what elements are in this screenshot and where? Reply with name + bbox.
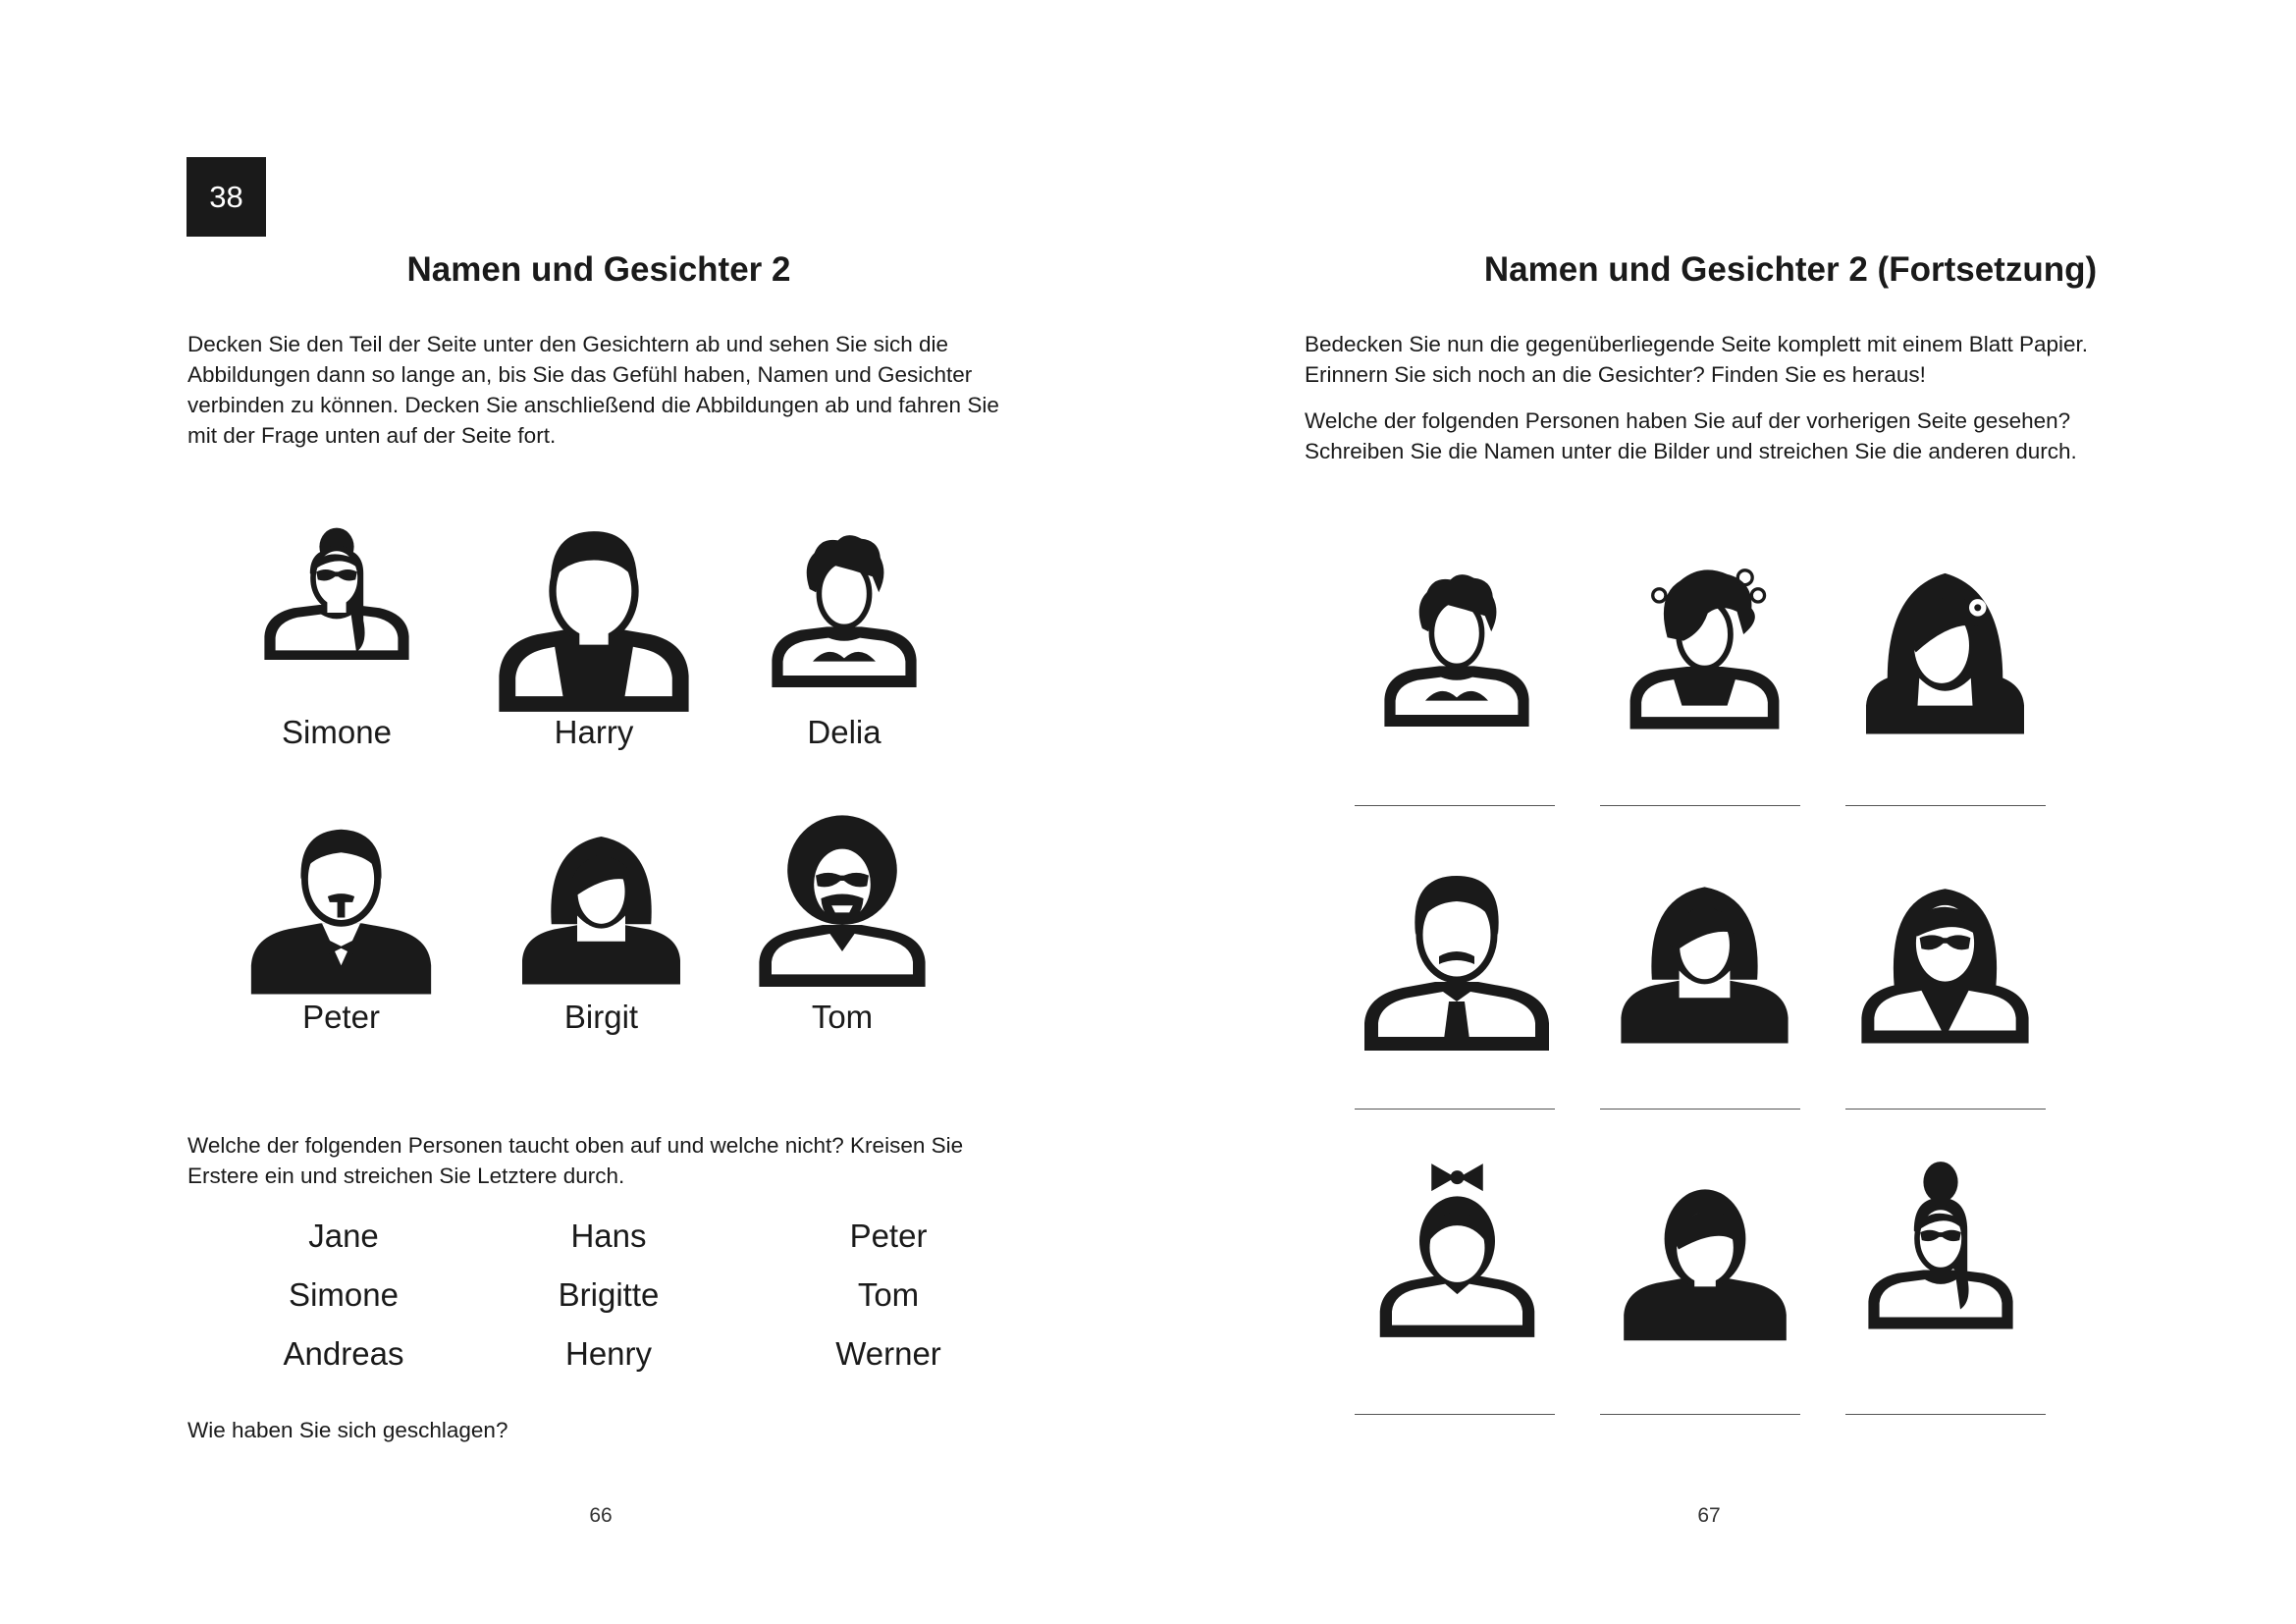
name-option[interactable]: Tom [857,1276,920,1313]
face-simone [258,506,415,751]
man-afro-glasses-icon [754,800,931,997]
face-name: Simone [282,714,392,750]
intro-paragraph: Bedecken Sie nun die gegenüberliegende Seite komplett mit einem Blatt Papier. Erinnern Sie sich noch an die Gesichter? Finden Sie es heraus! [1305,332,2089,387]
name-option[interactable]: Brigitte [558,1276,660,1313]
face-slot-1 [1378,545,1535,751]
answer-line[interactable] [1355,1109,1555,1110]
name-option[interactable]: Henry [564,1335,653,1372]
face-slot-5 [1614,854,1795,1051]
face-slot-2 [1624,545,1786,751]
name-option[interactable]: Werner [835,1335,941,1372]
face-peter [245,800,437,1036]
woman-long-hair-flower-icon [1859,545,2031,751]
woman-ponytail-glasses-icon [1862,1139,2019,1350]
name-option[interactable]: Jane [308,1218,379,1254]
face-delia [766,506,923,751]
page-title: Namen und Gesichter 2 (Fortsetzung) [1483,250,2098,289]
face-name: Tom [811,999,874,1035]
girl-bow-icon [1371,1144,1543,1350]
answer-line[interactable] [1845,1414,2046,1415]
page-title: Namen und Gesichter 2 [406,250,791,289]
face-name: Peter [302,999,380,1035]
exercise-number-badge: 38 [187,157,266,237]
woman-bob-hair-icon [1614,854,1795,1051]
question-paragraph: Welche der folgenden Personen taucht oben auf und welche nicht? Kreisen Sie Erstere ein und streichen Sie Letztere durch. [187,1133,964,1188]
man-goatee-bowtie-icon [245,800,437,997]
page-number: 66 [589,1504,613,1527]
name-option[interactable]: Hans [570,1218,647,1254]
face-slot-3 [1859,545,2031,751]
woman-short-hair-icon [1617,1159,1793,1350]
page-number: 67 [1697,1504,1721,1527]
face-name: Harry [554,714,634,750]
answer-line[interactable] [1845,1109,2046,1110]
answer-line[interactable] [1600,1414,1800,1415]
man-bald-tanktop-icon [491,511,697,712]
answer-line[interactable] [1600,805,1800,806]
instruction-paragraph: Welche der folgenden Personen haben Sie auf der vorherigen Seite gesehen? Schreiben Sie die Namen unter die Bilder und streichen Sie die anderen durch. [1305,408,2077,463]
name-option[interactable]: Andreas [283,1335,404,1372]
answer-line[interactable] [1355,1414,1555,1415]
answer-line[interactable] [1355,805,1555,806]
right-page [1148,0,2296,1624]
answer-line[interactable] [1845,805,2046,806]
closing-question: Wie haben Sie sich geschlagen? [187,1418,508,1442]
face-harry [491,511,697,751]
woman-curly-short-icon [766,506,923,712]
face-slot-6 [1854,854,2036,1051]
face-slot-4 [1359,854,1555,1051]
face-birgit [515,800,687,1036]
face-name: Delia [807,714,881,750]
name-option[interactable]: Peter [849,1218,928,1254]
woman-curly-short-icon [1378,545,1535,751]
face-slot-7 [1371,1144,1543,1350]
woman-curly-updo-icon [1624,545,1786,751]
face-slot-9 [1862,1139,2019,1350]
woman-bob-hair-icon [515,800,687,997]
woman-glasses-blazer-icon [1854,854,2036,1051]
answer-line[interactable] [1600,1109,1800,1110]
intro-paragraph: Decken Sie den Teil der Seite unter den Gesichtern ab und sehen Sie sich die Abbildungen dann so lange an, bis Sie das Gefühl haben, Namen und Gesichter verbinden zu können. Decken Sie anschließend die Abbildungen ab und fahren Sie mit der Frage unten auf der Seite fort. [187,332,999,448]
face-name: Birgit [563,999,639,1035]
face-tom [754,800,931,1036]
name-option[interactable]: Simone [289,1276,399,1313]
woman-ponytail-glasses-icon [258,506,415,712]
man-short-hair-mustache-tie-icon [1359,854,1555,1051]
face-slot-8 [1617,1159,1793,1350]
